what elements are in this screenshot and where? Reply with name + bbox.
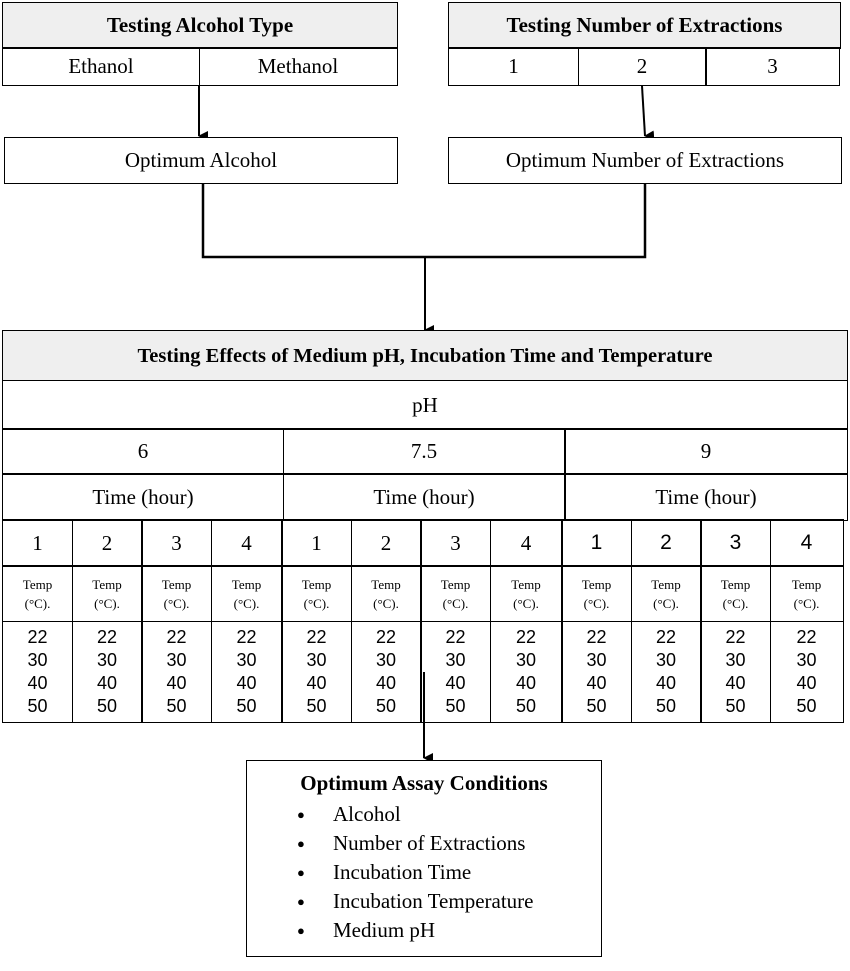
temp-value: 40: [445, 673, 466, 693]
temp-value: 50: [515, 696, 537, 716]
temp-label-cell: [2, 565, 73, 622]
temp-label-cell: [351, 565, 422, 622]
temp-value: 30: [306, 650, 327, 670]
temp-value: 30: [515, 650, 537, 670]
temp-value: 22: [725, 627, 746, 647]
temp-label-text: Temp: [791, 576, 822, 592]
temp-values-cell: [420, 621, 491, 723]
temp-value: 30: [655, 650, 677, 670]
ph-label-cell: [2, 380, 848, 430]
temp-value: 50: [236, 696, 257, 716]
optimum-conditions-title: Optimum Assay Conditions: [300, 771, 548, 795]
temp-label-text: Temp: [231, 576, 262, 592]
time-value-cell: 1: [561, 519, 632, 567]
temp-label-text: Temp: [161, 576, 192, 592]
temp-value: 40: [27, 673, 48, 693]
list-item: ● Medium pH: [247, 916, 601, 945]
temp-value: 50: [725, 696, 746, 716]
temp-value: 22: [96, 627, 118, 647]
temp-value: 30: [725, 650, 746, 670]
list-item: ● Incubation Time: [247, 858, 601, 887]
temp-label-cell: [631, 565, 702, 622]
optimum-extractions-label: Optimum Number of Extractions: [505, 148, 785, 172]
temp-value: 30: [236, 650, 257, 670]
temp-unit-text: (°C).: [513, 595, 539, 611]
time-value-cell: 4: [490, 519, 563, 567]
extractions-header: [448, 2, 841, 49]
extraction-option-3: 3: [705, 47, 840, 86]
temp-value: 22: [306, 627, 327, 647]
list-item: ● Incubation Temperature: [247, 887, 601, 916]
temp-values-cell: [2, 621, 73, 723]
temp-label-cell: [141, 565, 212, 622]
temp-values-cell: [141, 621, 212, 723]
extraction-option-1: 1: [448, 47, 579, 86]
temp-unit-text: (°C).: [94, 595, 120, 611]
ph-value-cell: 7.5: [283, 428, 566, 475]
optimum-conditions-box: [246, 760, 602, 957]
temp-label-cell: [700, 565, 771, 622]
temp-label-text: Temp: [581, 576, 612, 592]
temp-label-text: Temp: [22, 576, 53, 592]
temp-value: 50: [655, 696, 677, 716]
alcohol-option-ethanol: Ethanol: [2, 47, 200, 86]
temp-value: 50: [96, 696, 118, 716]
temp-value: 30: [375, 650, 397, 670]
ph-value-cell: 6: [2, 428, 284, 475]
time-label-cell: Time (hour): [283, 473, 566, 521]
ph-label: pH: [412, 392, 438, 417]
temp-label-text: Temp: [92, 576, 122, 592]
extraction-option-2: 2: [578, 47, 707, 86]
temp-value: 40: [515, 673, 537, 693]
temp-values-cell: [72, 621, 143, 723]
temp-unit-text: (°C).: [233, 595, 260, 611]
temp-value: 22: [515, 627, 537, 647]
temp-label-text: Temp: [720, 576, 751, 592]
time-label-row: [4, 473, 849, 521]
temp-unit-text: (°C).: [442, 595, 469, 611]
temp-value: 30: [166, 650, 187, 670]
effects-title: Testing Effects of Medium pH, Incubation Time and Temperature: [137, 344, 713, 367]
temp-value: 30: [96, 650, 118, 670]
temp-value: 40: [796, 673, 817, 693]
temp-value: 50: [586, 696, 607, 716]
time-value-cell: 2: [631, 519, 702, 567]
temp-label-cell: [281, 565, 352, 622]
temp-unit-text: (°C).: [303, 595, 330, 611]
temp-values-cell: [490, 621, 563, 723]
temp-values-cell: [700, 621, 771, 723]
time-label-cell: Time (hour): [2, 473, 284, 521]
time-value-cell: 2: [351, 519, 422, 567]
ph-values-row: [4, 428, 849, 475]
temp-values-cell: [631, 621, 702, 723]
temp-label-cell: [770, 565, 844, 622]
temp-value: 50: [375, 696, 397, 716]
time-value-cell: 1: [281, 519, 352, 567]
ph-value-cell: 9: [564, 428, 848, 475]
temp-value: 22: [796, 627, 817, 647]
temp-label-cell: [561, 565, 632, 622]
temp-value: 50: [166, 696, 187, 716]
temp-value: 30: [27, 650, 48, 670]
temp-value: 40: [375, 673, 397, 693]
temp-value: 22: [166, 627, 187, 647]
temp-label-cell: [420, 565, 491, 622]
temp-value: 40: [306, 673, 327, 693]
temp-value: 22: [445, 627, 466, 647]
temp-value: 30: [586, 650, 607, 670]
temp-label-text: Temp: [371, 576, 401, 592]
temp-value: 40: [166, 673, 187, 693]
temp-value: 40: [586, 673, 607, 693]
optimum-alcohol-label: Optimum Alcohol: [124, 148, 278, 172]
time-value-cell: 3: [141, 519, 212, 567]
optimum-alcohol-box: [4, 137, 398, 184]
merge-connector: [203, 184, 645, 257]
temp-label-text: Temp: [511, 576, 541, 592]
temp-label-row: [4, 565, 844, 622]
optimum-extractions-box: [448, 137, 842, 184]
temp-unit-text: (°C).: [163, 595, 190, 611]
time-label-cell: Time (hour): [564, 473, 848, 521]
alcohol-type-header: [2, 2, 398, 49]
temp-value: 50: [306, 696, 327, 716]
time-value-cell: 4: [770, 519, 844, 567]
extractions-options-row: [450, 47, 841, 86]
temp-label-text: Temp: [440, 576, 471, 592]
temp-label-cell: [490, 565, 563, 622]
temp-unit-text: (°C).: [653, 595, 679, 611]
extractions-title: Testing Number of Extractions: [506, 13, 783, 37]
alcohol-type-title: Testing Alcohol Type: [106, 13, 294, 37]
temp-value: 22: [236, 627, 257, 647]
temp-value: 22: [586, 627, 607, 647]
temp-unit-text: (°C).: [24, 595, 51, 611]
alcohol-option-methanol: Methanol: [199, 47, 398, 86]
temp-value: 40: [725, 673, 746, 693]
alcohol-options-row: [4, 47, 398, 86]
temp-values-row: [4, 621, 844, 723]
list-item: ● Number of Extractions: [247, 829, 601, 858]
temp-value: 50: [445, 696, 466, 716]
temp-label-cell: [72, 565, 143, 622]
temp-unit-text: (°C).: [583, 595, 610, 611]
temp-value: 40: [96, 673, 118, 693]
list-item: ● Alcohol: [247, 800, 601, 829]
temp-unit-text: (°C).: [373, 595, 399, 611]
time-value-cell: 2: [72, 519, 143, 567]
temp-values-cell: [561, 621, 632, 723]
temp-values-cell: [281, 621, 352, 723]
effects-header: [2, 330, 848, 382]
time-value-cell: 1: [2, 519, 73, 567]
temp-value: 22: [27, 627, 48, 647]
time-value-cell: 3: [700, 519, 771, 567]
optimum-conditions-list: [247, 800, 601, 945]
temp-values-cell: [770, 621, 844, 723]
temp-label-text: Temp: [651, 576, 681, 592]
temp-value: 40: [236, 673, 257, 693]
temp-unit-text: (°C).: [722, 595, 749, 611]
temp-value: 50: [27, 696, 48, 716]
temp-values-cell: [211, 621, 283, 723]
time-values-row: [4, 519, 844, 567]
temp-values-cell: [351, 621, 422, 723]
temp-label-cell: [211, 565, 283, 622]
temp-value: 22: [375, 627, 397, 647]
temp-value: 22: [655, 627, 677, 647]
time-value-cell: 3: [420, 519, 491, 567]
temp-label-text: Temp: [301, 576, 332, 592]
arrow-extractions-to-optimum: [642, 86, 645, 136]
temp-value: 50: [796, 696, 817, 716]
temp-value: 40: [655, 673, 677, 693]
temp-value: 30: [445, 650, 466, 670]
temp-unit-text: (°C).: [793, 595, 820, 611]
time-value-cell: 4: [211, 519, 283, 567]
temp-value: 30: [796, 650, 817, 670]
